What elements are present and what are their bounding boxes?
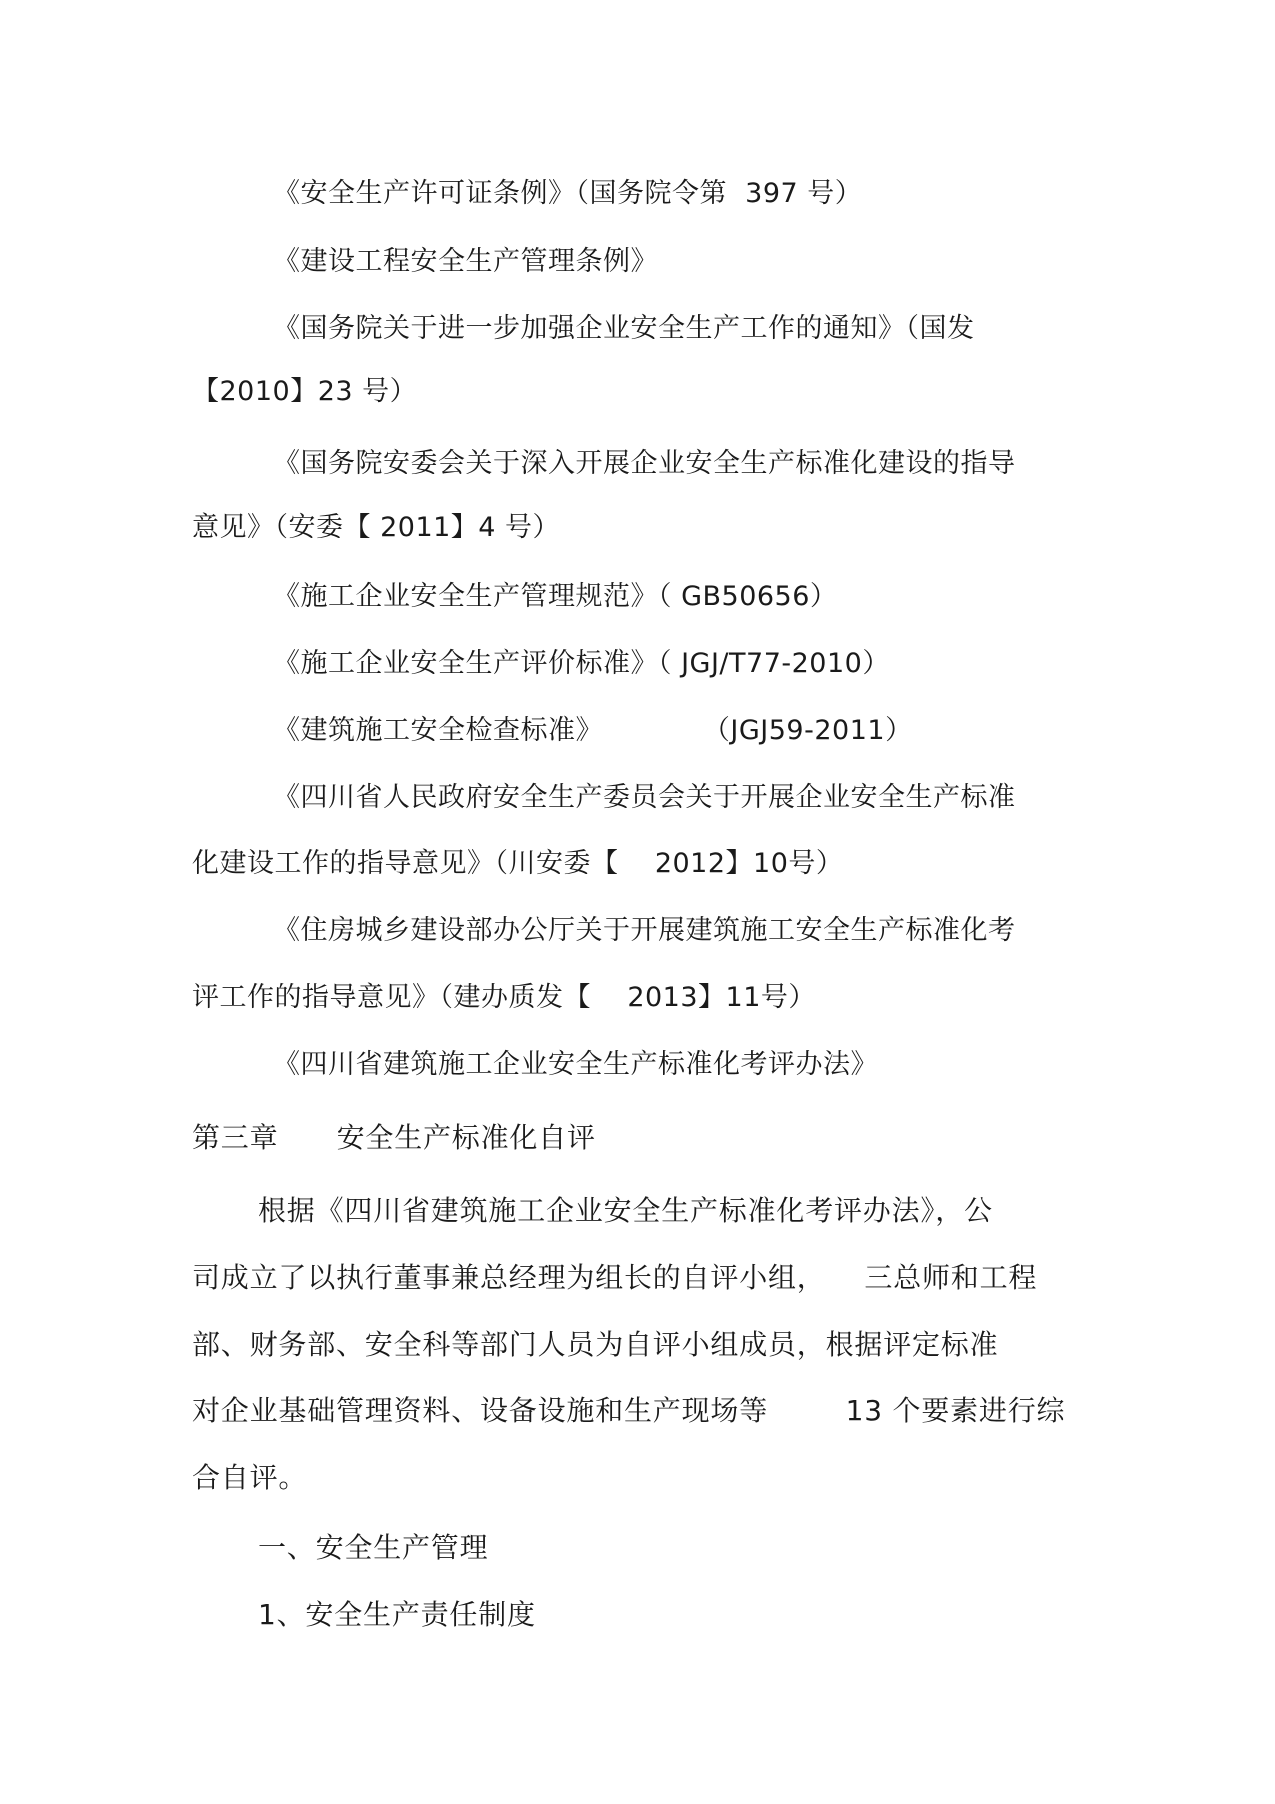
reference-line: 评工作的指导意见》（建办质发【 2013】11号） bbox=[192, 982, 816, 1013]
reference-line: 化建设工作的指导意见》（川安委【 2012】10号） bbox=[192, 848, 844, 879]
reference-line: 《施工企业安全生产评价标准》（ JGJ/T77-2010） bbox=[273, 648, 890, 679]
reference-line: 《建筑施工安全检查标准》 （JGJ59-2011） bbox=[273, 715, 913, 746]
paragraph-line: 部、财务部、安全科等部门人员为自评小组成员，根据评定标准 bbox=[192, 1328, 999, 1361]
paragraph-line: 对企业基础管理资料、设备设施和生产现场等 13 个要素进行综 bbox=[192, 1394, 1066, 1427]
reference-line: 【2010】23 号） bbox=[192, 376, 418, 407]
reference-line: 《国务院关于进一步加强企业安全生产工作的通知》（国发 bbox=[273, 313, 975, 344]
reference-line: 《住房城乡建设部办公厅关于开展建筑施工安全生产标准化考 bbox=[273, 915, 1016, 946]
paragraph-line: 合自评。 bbox=[192, 1461, 308, 1494]
chapter-heading: 第三章 安全生产标准化自评 bbox=[192, 1121, 596, 1154]
reference-line: 《建设工程安全生产管理条例》 bbox=[273, 246, 658, 277]
reference-line: 《四川省建筑施工企业安全生产标准化考评办法》 bbox=[273, 1049, 878, 1080]
reference-line: 《四川省人民政府安全生产委员会关于开展企业安全生产标准 bbox=[273, 782, 1016, 813]
subsection-heading: 1、安全生产责任制度 bbox=[258, 1598, 536, 1631]
reference-line: 《安全生产许可证条例》（国务院令第 397 号） bbox=[273, 178, 863, 209]
reference-line: 意见》（安委【 2011】4 号） bbox=[192, 512, 561, 543]
reference-line: 《施工企业安全生产管理规范》（ GB50656） bbox=[273, 581, 838, 612]
paragraph-line: 司成立了以执行董事兼总经理为组长的自评小组， 三总师和工程 bbox=[192, 1261, 1038, 1294]
reference-line: 《国务院安委会关于深入开展企业安全生产标准化建设的指导 bbox=[273, 448, 1016, 479]
section-heading: 一、安全生产管理 bbox=[258, 1531, 489, 1564]
paragraph-line: 根据《四川省建筑施工企业安全生产标准化考评办法》，公 bbox=[258, 1194, 993, 1227]
